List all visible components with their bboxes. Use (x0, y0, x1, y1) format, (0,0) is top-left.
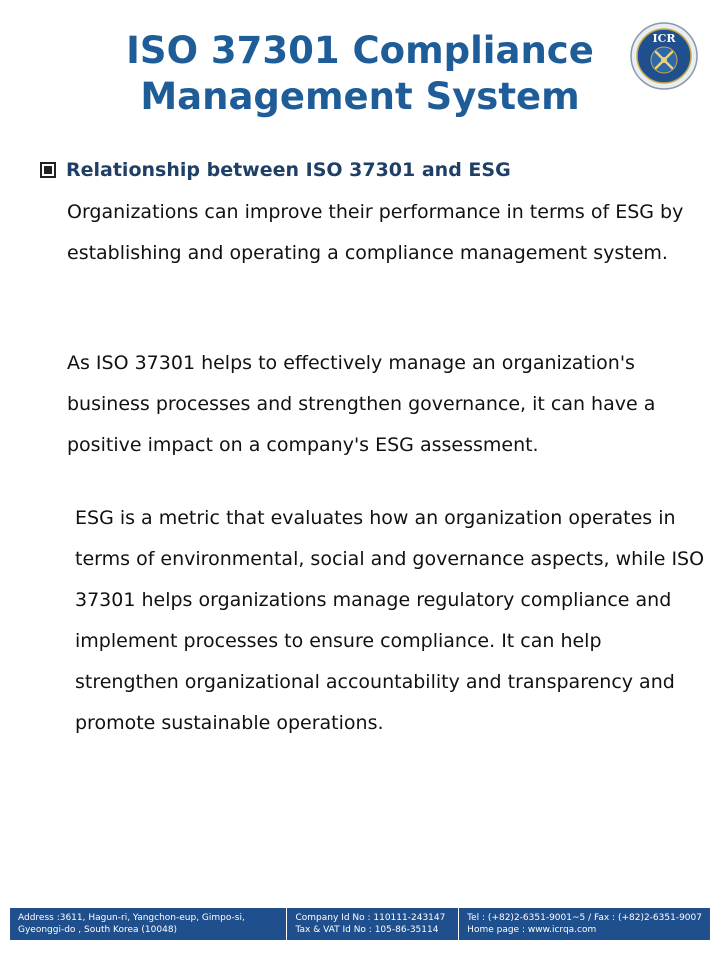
company-id: Company Id No : 110111-243147 (295, 913, 446, 923)
footer-address (10, 908, 287, 940)
paragraph-3: ESG is a metric that evaluates how an organization operates in terms of environmental, social and governance aspects, while ISO 37301 helps organizations manage regulatory compliance and implement processes to ensure compliance. It can help strengthen organizational accountability and transparency and promote sustainable operations. (75, 507, 705, 734)
title-line-2: Management System (140, 75, 580, 118)
address-line-1: Address :3611, Hagun-ri, Yangchon-eup, Gimpo-si, (18, 913, 245, 923)
address-line-2: Gyeonggi-do , South Korea (10048) (18, 925, 178, 935)
tel-fax: Tel : (+82)2-6351-9001~5 / Fax : (+82)2-6351-9007 (467, 913, 702, 923)
footer-contact (459, 908, 710, 940)
section-heading (40, 158, 511, 182)
footer-ids (287, 908, 459, 940)
homepage-link[interactable]: Home page : www.icrqa.com (467, 925, 597, 935)
square-bullet-icon (40, 162, 56, 178)
logo-text: ICR (652, 32, 676, 45)
paragraph-2: As ISO 37301 helps to effectively manage an organization's business processes and strengthen governance, it can have a positive impact on a company's ESG assessment. (67, 352, 656, 456)
section-title: Relationship between ISO 37301 and ESG (66, 159, 511, 181)
footer-bar (10, 908, 710, 940)
paragraph-1: Organizations can improve their performance in terms of ESG by establishing and operating a compliance management system. (67, 201, 684, 264)
title-line-1: ISO 37301 Compliance (126, 29, 594, 72)
page-title (60, 28, 660, 120)
icr-seal-logo (630, 22, 698, 90)
tax-id: Tax & VAT Id No : 105-86-35114 (295, 925, 439, 935)
